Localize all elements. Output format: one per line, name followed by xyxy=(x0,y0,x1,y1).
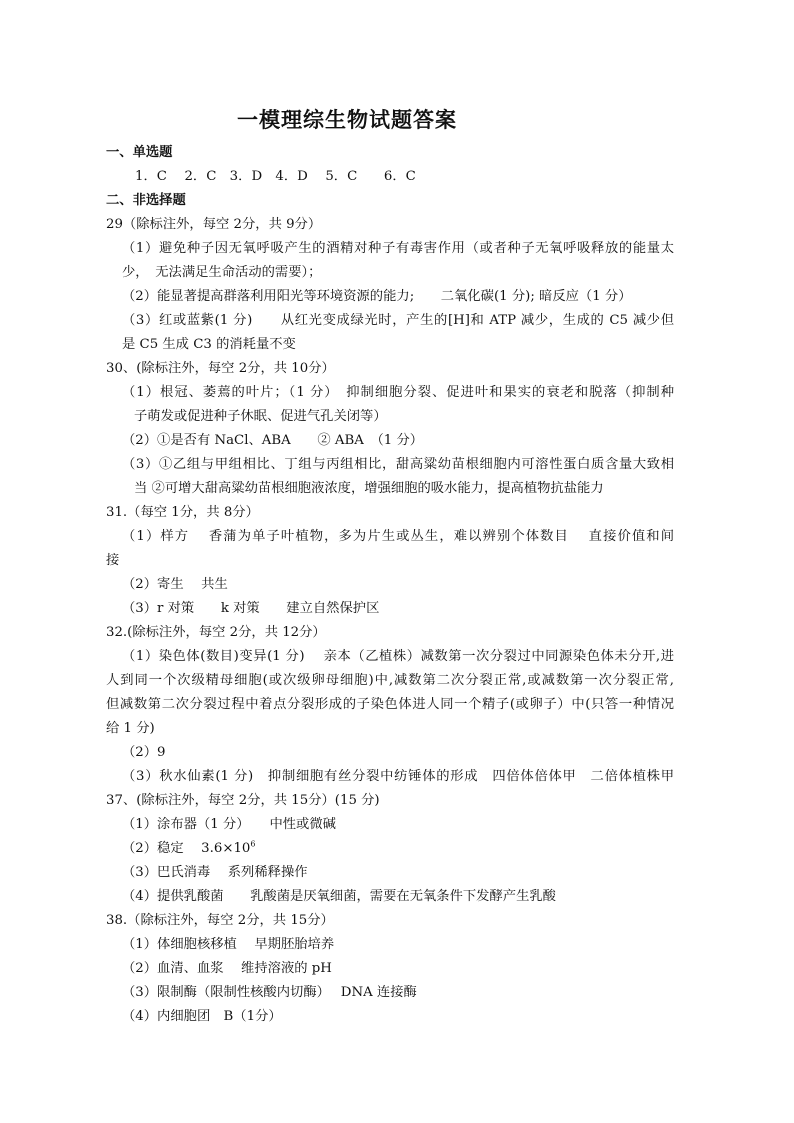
q37-answer-4: （4）提供乳酸菌 乳酸菌是厌氧细菌，需要在无氧条件下发酵产生乳酸 xyxy=(122,889,556,904)
q37-answer-2 xyxy=(122,839,255,859)
q29-answer-1-line-2: 少， 无法满足生命活动的需要）； xyxy=(122,265,322,280)
q32-answer-3: （3）秋水仙素(1 分) 抑制细胞有丝分裂中纺锤体的形成 四倍体倍体甲 二倍体植株甲 xyxy=(122,769,674,784)
q32-answer-1-line-1: （1）染色体(数目)变异(1 分) 亲本（乙植株）减数第一次分裂过中同源染色体未分开,进 xyxy=(122,649,674,664)
q30-header: 30、(除标注外，每空 2分，共 10分） xyxy=(106,361,335,376)
q37-answer-2-text: （2）稳定 3.6×10 xyxy=(122,841,251,856)
page-title: 一模理综生物试题答案 xyxy=(237,107,457,132)
q30-answer-1-line-2: 子萌发或促进种子休眠、促进气孔关闭等） xyxy=(134,409,387,424)
q32-answer-1-line-3: 但减数第二次分裂过程中着点分裂形成的子染色体进人同一个精子(或卵子）中(只答一种情况 xyxy=(106,697,674,712)
q32-answer-1-line-2: 人到同一个次级精母细胞(或次级卵母细胞)中,减数第二次分裂正常,或减数第一次分裂正常, xyxy=(106,673,674,688)
q29-header: 29（除标注外，每空 2分，共 9分） xyxy=(106,217,322,232)
q30-answer-3-line-2: 当 ②可增大甜高粱幼苗根细胞液浓度，增强细胞的吸水能力，提高植物抗盐能力 xyxy=(134,481,604,496)
q37-answer-2-exponent: 6 xyxy=(250,839,256,849)
q37-answer-1: （1）涂布器（1 分） 中性或微碱 xyxy=(122,817,336,832)
q38-answer-3: （3）限制酶（限制性核酸内切酶） DNA 连接酶 xyxy=(122,985,417,1000)
q31-answer-2: （2）寄生 共生 xyxy=(122,577,228,592)
section-heading-non-choice: 二、非选择题 xyxy=(106,193,186,208)
section-heading-single-choice: 一、单选题 xyxy=(106,145,173,160)
q31-header: 31.（每空 1分，共 8分） xyxy=(106,505,259,520)
q31-answer-1-line-1: （1）样方 香蒲为单子叶植物，多为片生或丛生，难以辨别个体数目 直接价值和间 xyxy=(122,529,674,544)
q29-answer-3-line-2: 是 C5 生成 C3 的消耗量不变 xyxy=(122,337,296,352)
q30-answer-3-line-1: （3）①乙组与甲组相比、丁组与丙组相比，甜高粱幼苗根细胞内可溶性蛋白质含量大致相 xyxy=(122,457,674,472)
q31-answer-1-line-2: 接 xyxy=(106,553,120,568)
q29-answer-2: （2）能显著提高群落利用阳光等环境资源的能力; 二氧化碳(1 分); 暗反应（1 分） xyxy=(122,289,632,304)
q38-answer-1: （1）体细胞核移植 早期胚胎培养 xyxy=(122,937,335,952)
q38-answer-4: （4）内细胞团 B（1分） xyxy=(122,1009,282,1024)
q30-answer-2: （2）①是否有 NaCl、ABA ② ABA （1 分） xyxy=(122,433,424,448)
q32-answer-1-line-4: 给 1 分) xyxy=(106,721,155,736)
q30-answer-1-line-1: （1）根冠、萎蔫的叶片；（1 分） 抑制细胞分裂、促进叶和果实的衰老和脱落（抑制种 xyxy=(122,385,674,400)
q38-answer-2: （2）血清、血浆 维持溶液的 pH xyxy=(122,961,332,976)
q29-answer-3-line-1: （3）红或蓝紫(1 分) 从红光变成绿光时，产生的[H]和 ATP 减少，生成的 C5 减少但 xyxy=(122,313,674,328)
q31-answer-3: （3）r 对策 k 对策 建立自然保护区 xyxy=(122,601,380,616)
q32-header: 32.(除标注外，每空 2分，共 12分） xyxy=(106,625,326,640)
q38-header: 38.（除标注外，每空 2分，共 15分） xyxy=(106,913,334,928)
q29-answer-1-line-1: （1）避免种子因无氧呼吸产生的酒精对种子有毒害作用（或者种子无氧呼吸释放的能量太 xyxy=(122,241,674,256)
q37-answer-3: （3）巴氏消毒 系列稀释操作 xyxy=(122,865,308,880)
q32-answer-2: （2）9 xyxy=(122,745,166,760)
q37-header: 37、(除标注外，每空 2分，共 15分）(15 分) xyxy=(106,793,380,808)
single-choice-answers: 1．C 2．C 3．D 4．D 5．C 6．C xyxy=(135,169,416,184)
